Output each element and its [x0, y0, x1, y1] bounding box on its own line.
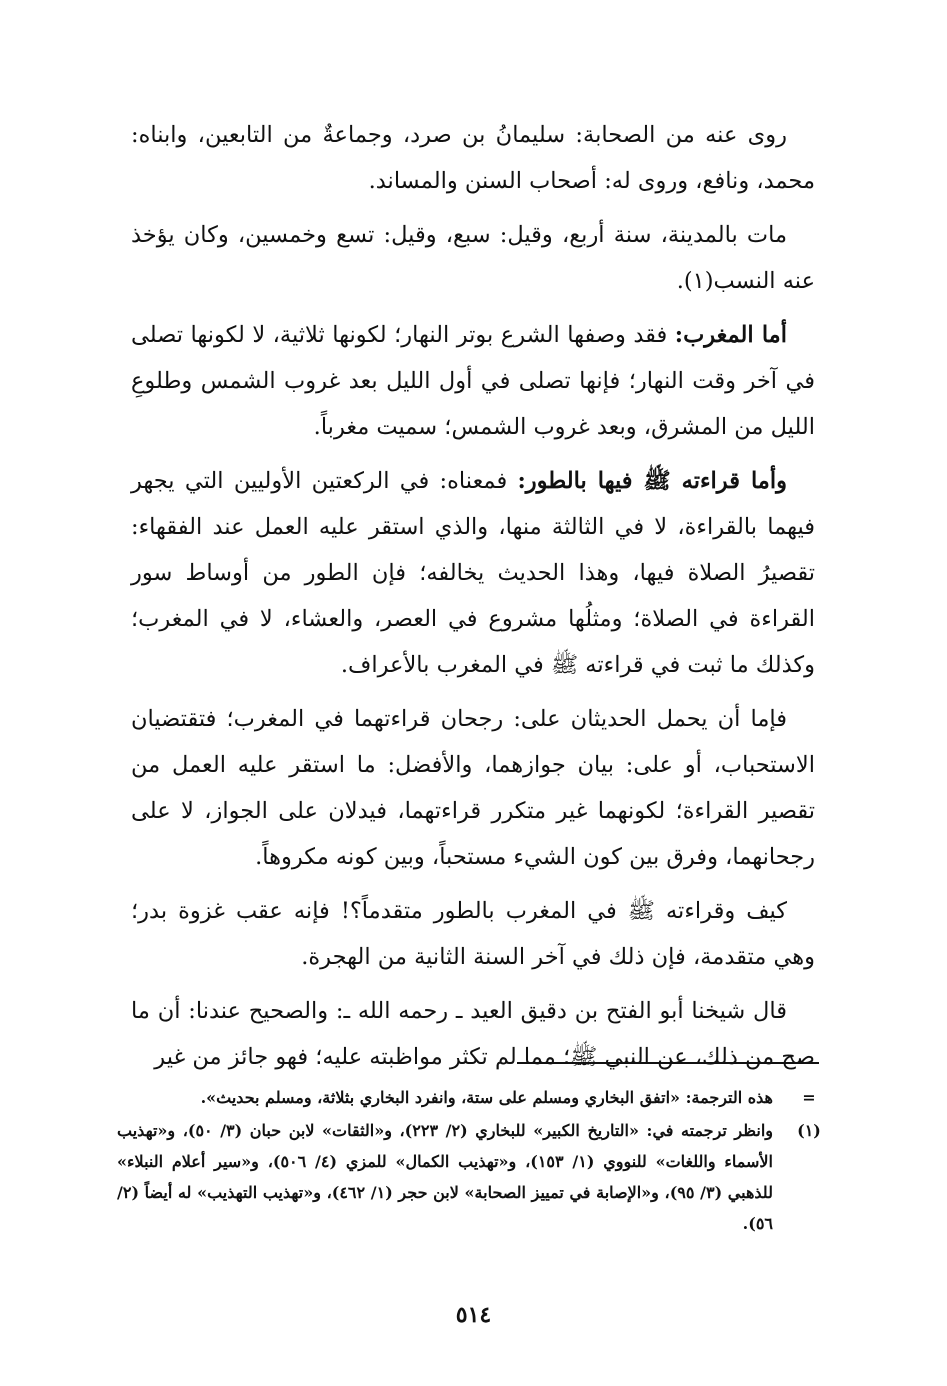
footnotes: [117, 1082, 829, 1241]
paragraph-ibn-daqiq: [131, 988, 815, 1080]
footnote-1: [117, 1115, 829, 1239]
footnote-divider: [517, 1062, 819, 1064]
footnote-continued: [117, 1082, 829, 1113]
footnote-text: وانظر ترجمته في: «التاريخ الكبير» للبخاري (٢/ ٢٢٣)، و«الثقات» لابن حبان (٣/ ٥٠)، و«تهذيب الأسماء واللغات» للنووي (١/ ١٥٣)، و«تهذيب الكمال» للمزي (٤/ ٥٠٦)، و«سير أعلام النبلاء» للذهبي (٣/ ٩٥)، و«الإصابة في تمييز الصحابة» لابن حجر (١/ ٤٦٢)، و«تهذيب التهذيب» له أيضاً (٢/ ٥٦).: [117, 1121, 774, 1233]
paragraph-lead: أما المغرب:: [674, 322, 787, 348]
paragraph-text: فقد وصفها الشرع بوتر النهار؛ لكونها ثلاثية، لا لكونها تصلى في آخر وقت النهار؛ فإنها تصلى في أول الليل بعد غروب الشمس وطلوعِ الليل من المشرق، وبعد غروب الشمس؛ سميت مغرباً.: [131, 322, 815, 440]
paragraph-text: كيف وقراءته ﷺ في المغرب بالطور متقدماً؟! فإنه عقب غزوة بدر؛ وهي متقدمة، فإن ذلك في آخر السنة الثانية من الهجرة.: [131, 898, 815, 970]
paragraph-text: فمعناه: في الركعتين الأوليين التي يجهر فيهما بالقراءة، لا في الثالثة منها، والذي استقر عليه العمل عند الفقهاء: تقصيرُ الصلاة فيها، وهذا الحديث يخالفه؛ فإن الطور من أوساط سور القراءة في الصلاة؛ ومثلُها مشروع في العصر، والعشاء، لا في المغرب؛ وكذلك ما ثبت في قراءته ﷺ في المغرب بالأعراف.: [131, 468, 815, 678]
paragraph-lead: وأما قراءته ﷺ فيها بالطور:: [517, 468, 787, 494]
page-number: ٥١٤: [455, 1302, 492, 1328]
paragraph-text: مات بالمدينة، سنة أربع، وقيل: سبع، وقيل: تسع وخمسين، وكان يؤخذ عنه النسب(١).: [131, 222, 815, 294]
paragraph-narrators: [131, 112, 815, 204]
paragraph-two-hadiths: [131, 696, 815, 880]
paragraph-tur-recitation: [131, 458, 815, 688]
paragraph-text: روى عنه من الصحابة: سليمانُ بن صرد، وجماعةٌ من التابعين، وابناه: محمد، ونافع، وروى له: أصحاب السنن والمساند.: [131, 122, 815, 194]
main-text: [131, 112, 815, 1088]
footnote-marker: (١): [797, 1121, 821, 1140]
paragraph-badr: [131, 888, 815, 980]
paragraph-text: فإما أن يحمل الحديثان على: رجحان قراءتهما في المغرب؛ فتقتضيان الاستحباب، أو على: بيان جوازهما، والأفضل: ما استقر عليه العمل من تقصير القراءة؛ لكونهما غير متكرر قراءتهما، فيدلان على الجواز، لا على رجحانهما، وفرق بين كون الشيء مستحباً، وبين كونه مكروهاً.: [131, 706, 815, 870]
paragraph-death: [131, 212, 815, 304]
footnote-text: هذه الترجمة: «اتفق البخاري ومسلم على ستة، وانفرد البخاري بثلاثة، ومسلم بحديث».: [200, 1088, 773, 1107]
paragraph-maghrib: [131, 312, 815, 450]
footnote-marker: =: [802, 1088, 816, 1107]
paragraph-text: قال شيخنا أبو الفتح بن دقيق العيد ـ رحمه الله ـ: والصحيح عندنا: أن ما صح من ذلك، عن النبي ﷺ؛ مما لم تكثر مواظبته عليه؛ فهو جائز من غير: [131, 998, 815, 1070]
